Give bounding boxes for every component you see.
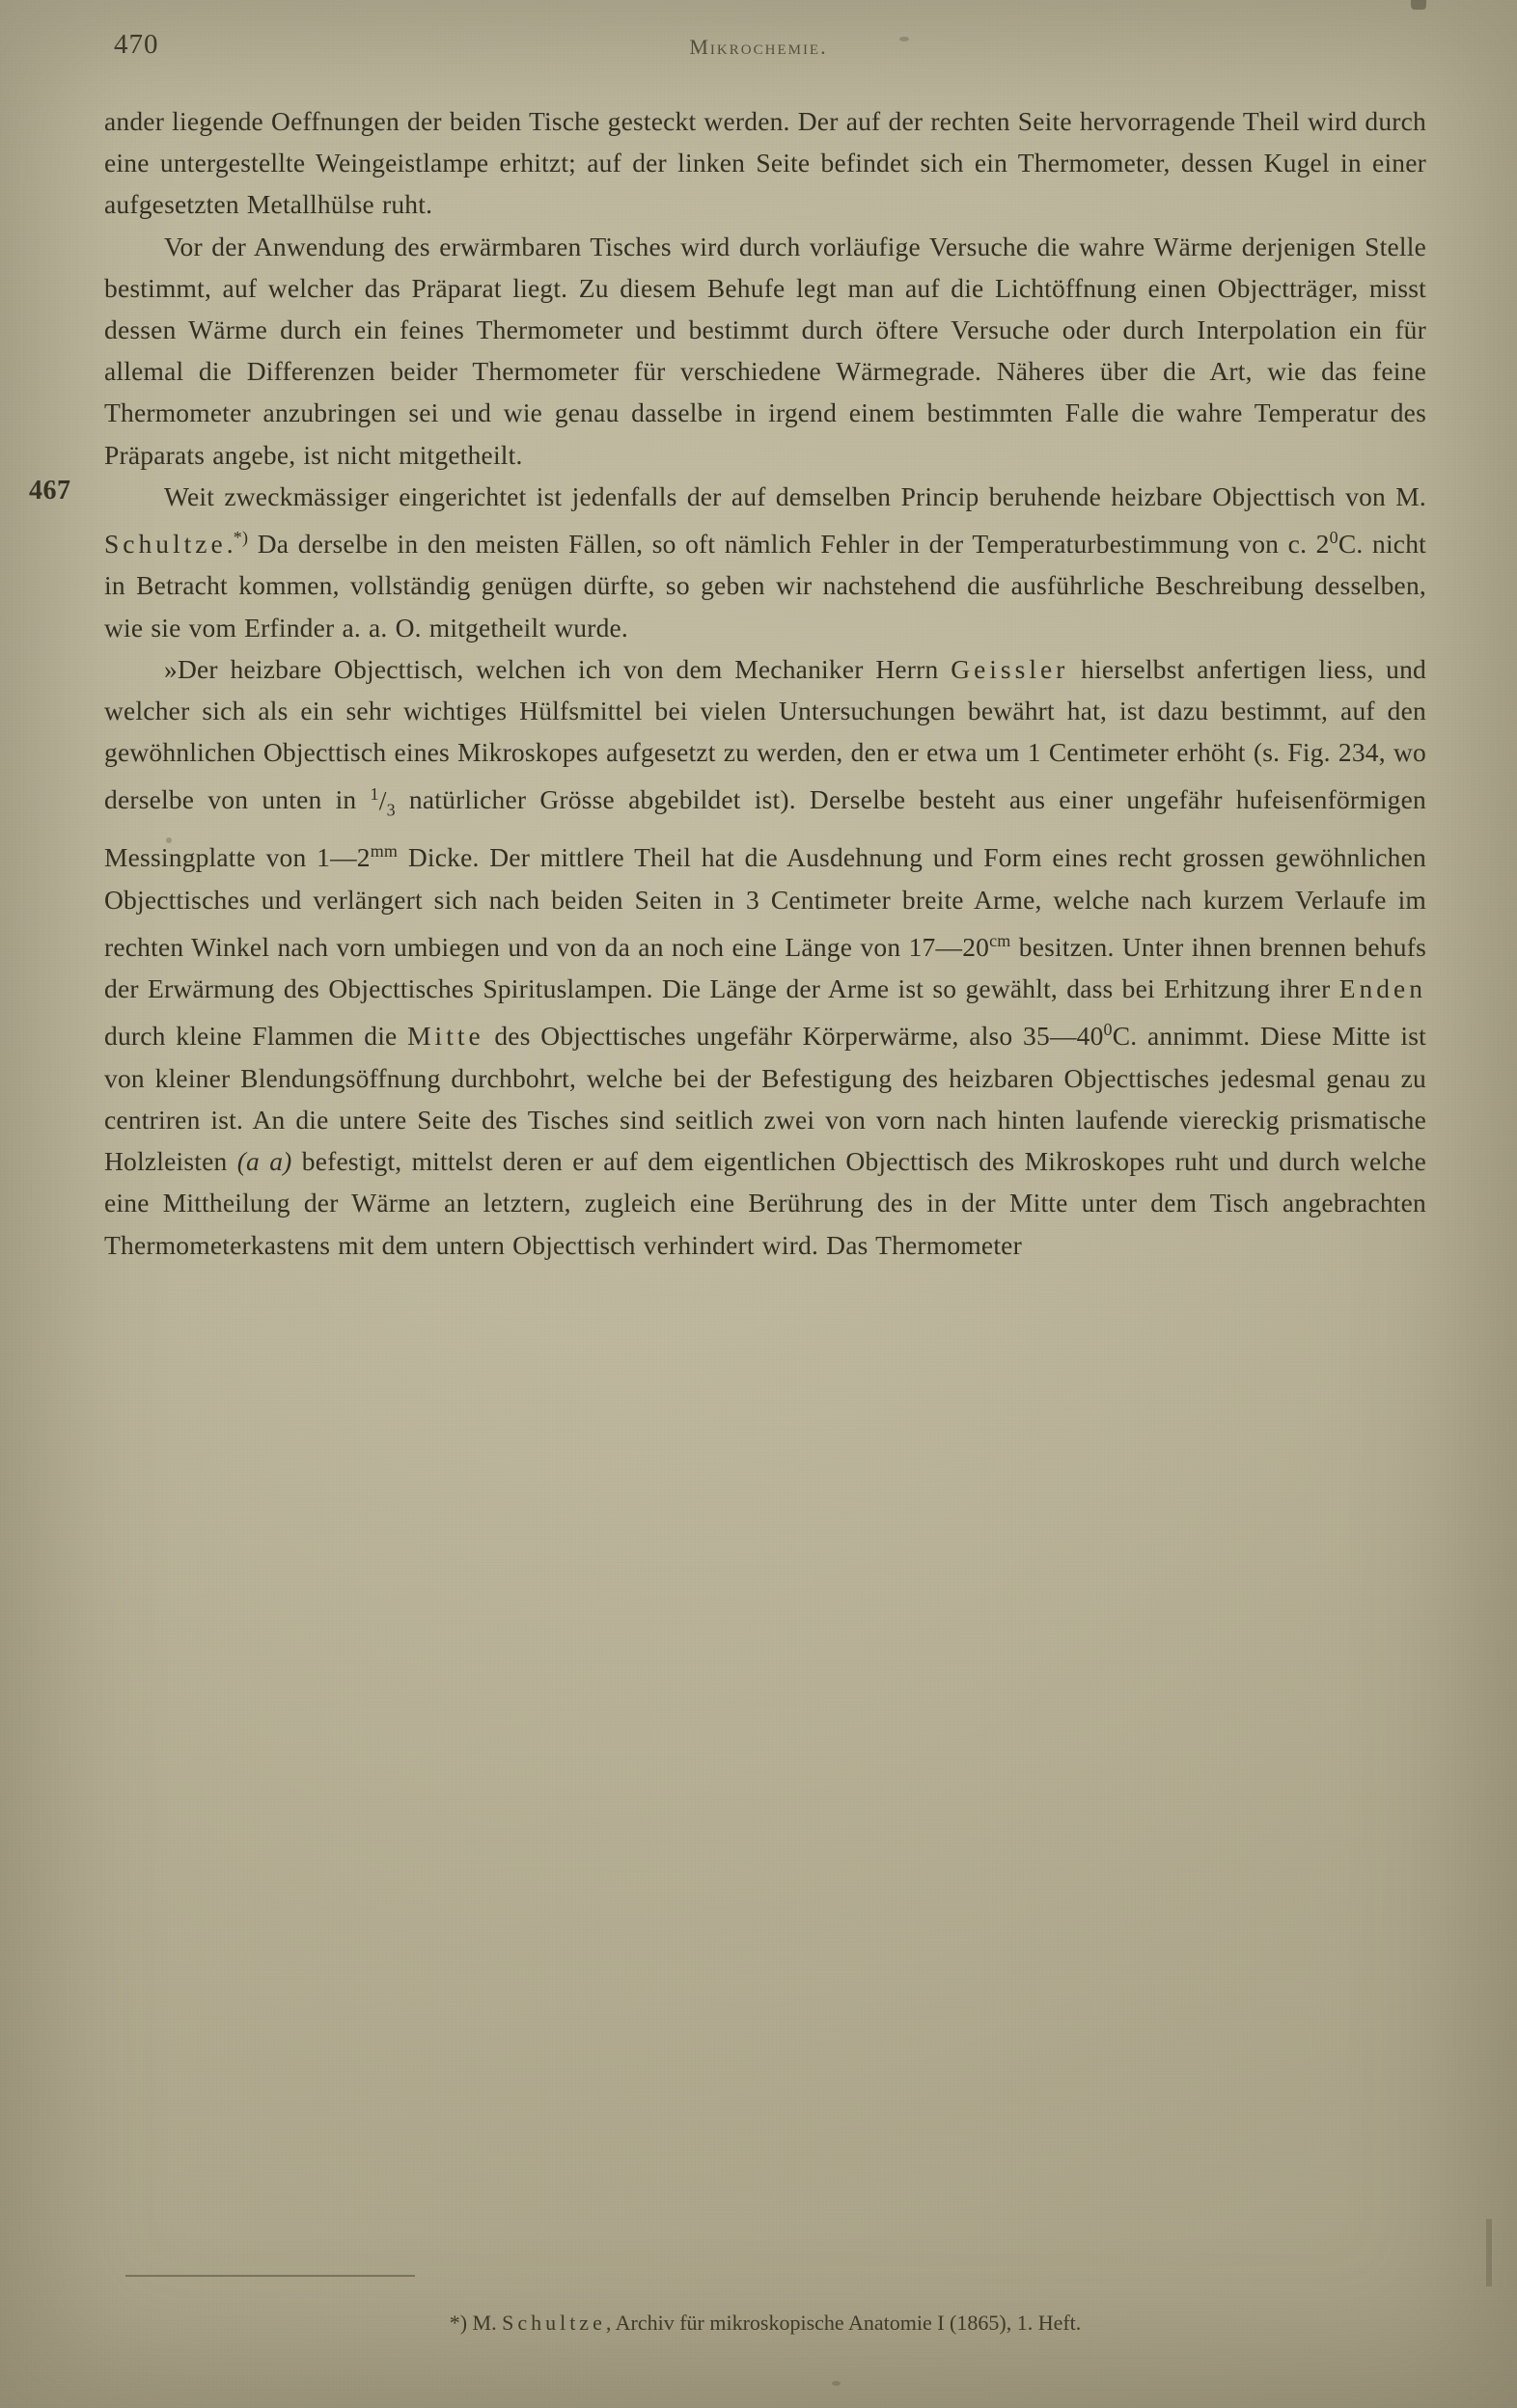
paragraph-block-1 [104, 100, 1426, 226]
marginal-section-number: 467 [29, 475, 71, 506]
text-column [29, 100, 1427, 1266]
superscript: mm [370, 841, 399, 862]
italic-label: (a a) [236, 1146, 292, 1177]
page-header [0, 17, 1517, 60]
paragraph-block-2 [104, 226, 1426, 476]
paragraph-3: Weit zweckmässiger eingerichtet ist jedenfalls der auf demselben Princip beruhende heizbare Objecttisch von M. Schultze.*) Da derselbe in den meisten Fällen, so oft nämlich Fehler in der Temperaturbestimmung von c. $2^0C$. nicht in Betracht kommen, vollständig genügen dürfte, so geben wir nachstehend die ausführliche Beschreibung desselben, wie sie vom Erfinder a. a. O. mitgetheilt wurde. [104, 480, 1426, 643]
spaced-name: Geissler [951, 653, 1069, 684]
spaced-name: Mitte [407, 1021, 484, 1052]
paper-speck [166, 837, 172, 843]
footnote: *) M. Schultze, Archiv für mikroskopische Anatomie I (1865), 1. Heft. [449, 2311, 1082, 2335]
superscript: *) [233, 528, 249, 548]
scan-edge-mark-right [1486, 2219, 1492, 2286]
paragraph-2: Vor der Anwendung des erwärmbaren Tisches wird durch vorläufige Versuche die wahre Wärme derjenigen Stelle bestimmt, auf welcher das Präparat liegt. Zu diesem Behufe legt man auf die Lichtöffnung einen Objectträger, misst dessen Wärme durch ein feines Thermometer und bestimmt durch öftere Versuche oder durch Interpolation ein für allemal die Differenzen beider Thermometer für verschiedene Wärmegrade. Näheres über die Art, wie das feine Thermometer anzubringen sei und wie genau dasselbe in irgend einem bestimmten Falle die wahre Temperatur des Präparats angebe, ist nicht mitgetheilt. [104, 231, 1426, 470]
superscript: 0 [1103, 1020, 1113, 1040]
paragraph-4: »Der heizbare Objecttisch, welchen ich von dem Mechaniker Herrn Geissler hierselbst anfertigen liess, und welcher sich als ein sehr wichtiges Hülfsmittel bei vielen Untersuchungen bewährt hat, ist dazu bestimmt, auf den gewöhnlichen Objecttisch eines Mikroskopes aufgesetzt zu werden, den er etwa um 1 Centimeter erhöht (s. Fig. 234, wo derselbe von unten in $^1/_3$ natürlicher Grösse abgebildet ist). Derselbe besteht aus einer ungefähr hufeisenförmigen Messingplatte von $1—2^{mm}$ Dicke. Der mittlere Theil hat die Ausdehnung und Form eines recht grossen gewöhnlichen Objecttisches und verlängert sich nach beiden Seiten in 3 Centimeter breite Arme, welche nach kurzem Verlaufe im rechten Winkel nach vorn umbiegen und von da an noch eine Länge von $17—20^{cm}$ besitzen. Unter ihnen brennen behufs der Erwärmung des Objecttisches Spirituslampen. Die Länge der Arme ist so gewählt, dass bei Erhitzung ihrer Enden durch kleine Flammen die Mitte des Objecttisches ungefähr Körperwärme, also $35—40^0C$. annimmt. Diese Mitte ist von kleiner Blendungsöffnung durchbohrt, welche bei der Befestigung des heizbaren Objecttisches jedesmal genau zu centriren ist. An die untere Seite des Tisches sind seitlich zwei von vorn nach hinten laufende viereckig prismatische Holzleisten (a a) befestigt, mittelst deren er auf dem eigentlichen Objecttisch des Mikroskopes ruht und durch welche eine Mittheilung der Wärme an letztern, zugleich eine Berührung des in der Mitte unter dem Tisch angebrachten Thermometerkastens mit dem untern Objecttisch verhindert wird. Das Thermometer [104, 653, 1427, 1260]
superscript: cm [989, 930, 1011, 950]
fraction: $^1/_3$ [370, 783, 396, 820]
superscript: 0 [1329, 528, 1338, 548]
spaced-name: Schultze [502, 2311, 606, 2335]
paragraph-1: ander liegende Oeffnungen der beiden Tische gesteckt werden. Der auf der rechten Seite hervorragende Theil wird durch eine untergestellte Weingeistlampe erhitzt; auf der linken Seite befindet sich ein Thermometer, dessen Kugel in einer aufgesetzten Metallhülse ruht. [104, 106, 1426, 220]
page-number: 470 [114, 29, 159, 60]
paper-speck [899, 37, 909, 41]
paragraph-block-3 [29, 475, 1426, 648]
spaced-name: Enden [1338, 973, 1426, 1004]
paragraph-block-4 [104, 648, 1426, 1266]
spaced-name: Schultze [104, 529, 227, 560]
footnote-rule [125, 2275, 415, 2277]
running-head: Mikrochemie. [689, 35, 828, 59]
scan-edge-mark-top [1411, 0, 1426, 10]
paper-speck [832, 2381, 841, 2386]
